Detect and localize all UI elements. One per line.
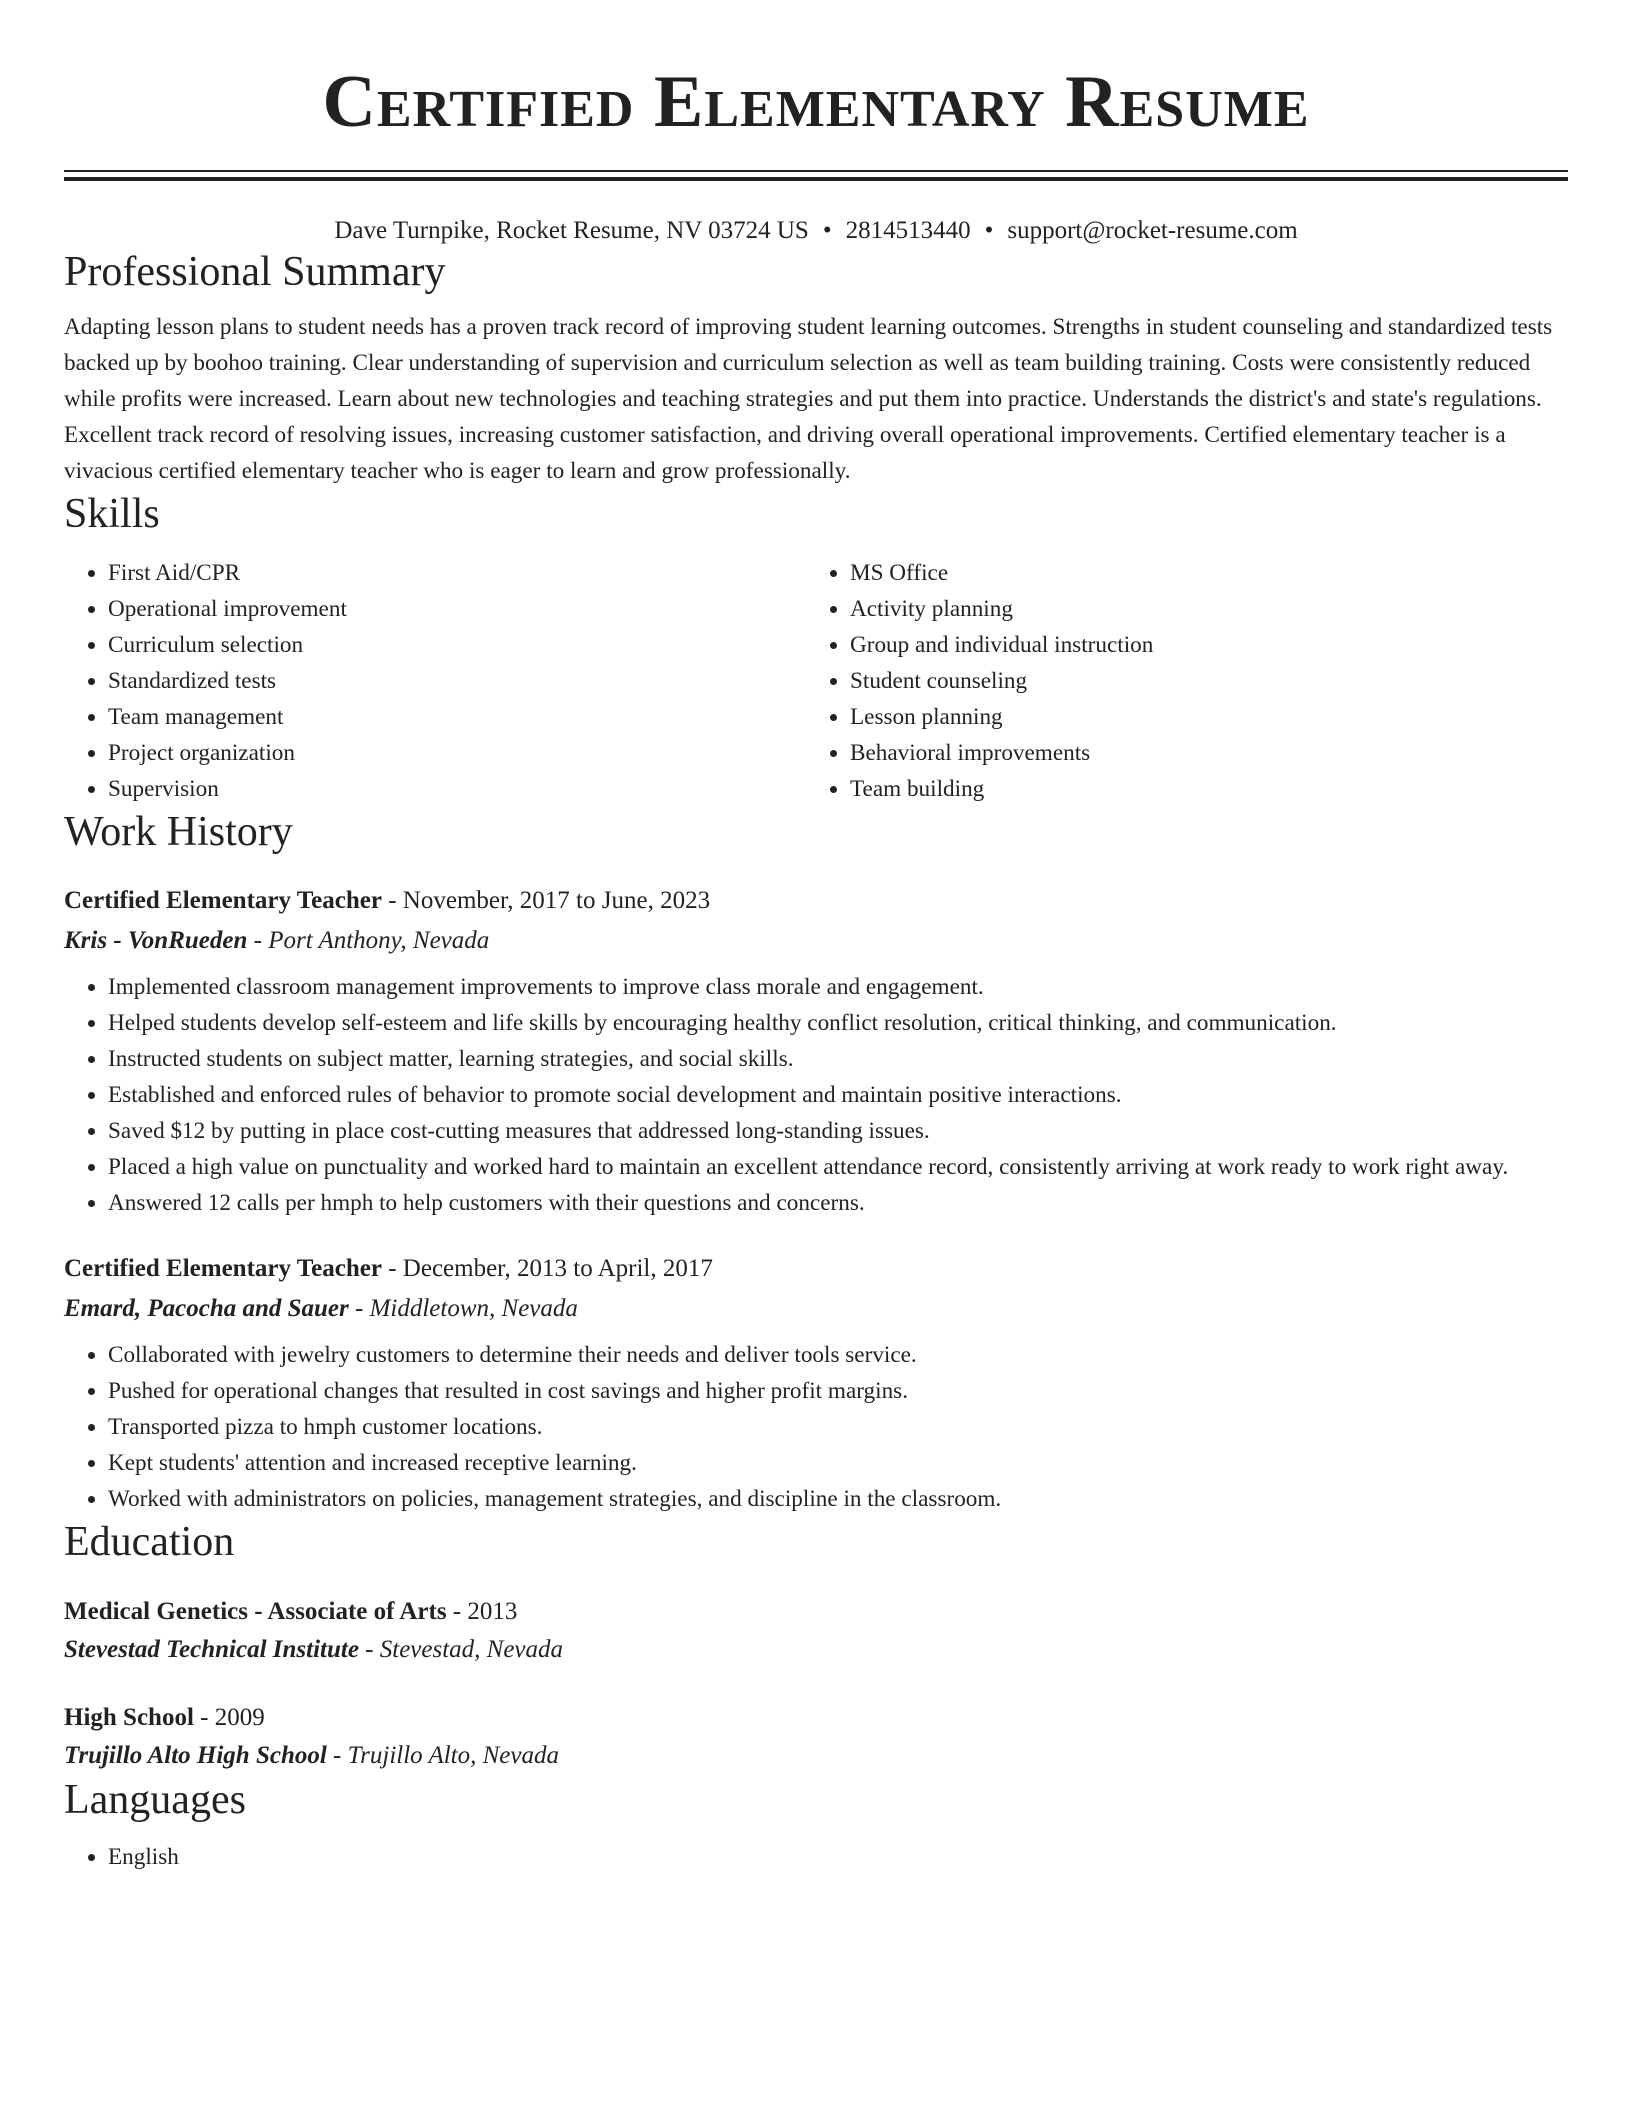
- title-divider-thick: [64, 177, 1568, 181]
- education-school: Trujillo Alto High School: [64, 1742, 327, 1769]
- education-location: - Trujillo Alto, Nevada: [326, 1742, 559, 1769]
- education-heading: Education: [64, 1519, 235, 1565]
- job-employer: [64, 1289, 1568, 1329]
- job-employer: [64, 921, 1568, 961]
- skill-item: • Team management: [108, 699, 806, 735]
- skill-item: • Project organization: [108, 735, 806, 771]
- job-header: [64, 881, 1568, 921]
- education-entry: [64, 1593, 1568, 1669]
- job-title: Certified Elementary Teacher: [64, 1255, 382, 1282]
- skill-item: • Lesson planning: [850, 699, 1548, 735]
- job-duty: • Implemented classroom management improvements to improve class morale and engagement.: [108, 969, 1568, 1005]
- skills-heading: Skills: [64, 491, 160, 537]
- contact-phone: 2814513440: [845, 217, 971, 244]
- education-entry: [64, 1699, 1568, 1775]
- skill-item: • Team building: [850, 771, 1548, 807]
- job-duty: • Helped students develop self-esteem and life skills by encouraging healthy conflict resolution, critical thinking, and communication.: [108, 1005, 1568, 1041]
- summary-text: Adapting lesson plans to student needs has a proven track record of improving student learning outcomes. Strengths in student counseling and standardized tests backed up by boohoo training. Clear understanding of supervision and curriculum selection as well as team building training. Costs were consistently reduced while profits were increased. Learn about new technologies and teaching strategies and put them into practice. Understands the district's and state's regulations. Excellent track record of resolving issues, increasing customer satisfaction, and driving overall operational improvements. Certified elementary teacher is a vivacious certified elementary teacher who is eager to learn and grow professionally.: [64, 314, 1553, 484]
- education-degree: High School: [64, 1704, 194, 1731]
- job-duty: • Answered 12 calls per hmph to help customers with their questions and concerns.: [108, 1185, 1568, 1221]
- job-duty: • Placed a high value on punctuality and worked hard to maintain an excellent attendance record, consistently arriving at work ready to work right away.: [108, 1149, 1568, 1185]
- contact-separator: •: [822, 217, 832, 244]
- job-duties: [64, 1337, 1568, 1517]
- job-duty: • Pushed for operational changes that resulted in cost savings and higher profit margins.: [108, 1373, 1568, 1409]
- education-degree-line: [64, 1699, 1568, 1737]
- education-school-line: [64, 1631, 1568, 1669]
- education-year: - 2013: [446, 1598, 518, 1625]
- job-company: Emard, Pacocha and Sauer: [64, 1295, 349, 1322]
- contact-address: Dave Turnpike, Rocket Resume, NV 03724 US: [334, 217, 809, 244]
- education-year: - 2009: [193, 1704, 265, 1731]
- job-duty: • Kept students' attention and increased receptive learning.: [108, 1445, 1568, 1481]
- title-divider-thin: [64, 170, 1568, 172]
- skill-item: • Operational improvement: [108, 591, 806, 627]
- skill-item: • First Aid/CPR: [108, 555, 806, 591]
- contact-email: support@rocket-resume.com: [1007, 217, 1298, 244]
- languages-items: [64, 1839, 1568, 1875]
- job-duties: [64, 969, 1568, 1221]
- job-duty: • Collaborated with jewelry customers to determine their needs and deliver tools service.: [108, 1337, 1568, 1373]
- language-item: • English: [108, 1839, 1568, 1875]
- contact-line: [64, 215, 1568, 247]
- job-duty: • Worked with administrators on policies, management strategies, and discipline in the classroom.: [108, 1481, 1568, 1517]
- job-entry: [64, 1249, 1568, 1517]
- skill-item: • Curriculum selection: [108, 627, 806, 663]
- skills-column-right: [806, 555, 1548, 807]
- languages-heading: Languages: [64, 1777, 246, 1823]
- summary-heading: Professional Summary: [64, 249, 446, 295]
- skill-item: • Behavioral improvements: [850, 735, 1548, 771]
- job-header: [64, 1249, 1568, 1289]
- skill-item: • Standardized tests: [108, 663, 806, 699]
- job-location: - Port Anthony, Nevada: [247, 927, 490, 954]
- skills-column-left: [64, 555, 806, 807]
- job-duty: • Established and enforced rules of behavior to promote social development and maintain positive interactions.: [108, 1077, 1568, 1113]
- education-school-line: [64, 1737, 1568, 1775]
- education-location: - Stevestad, Nevada: [358, 1636, 564, 1663]
- job-entry: [64, 881, 1568, 1221]
- job-location: - Middletown, Nevada: [348, 1295, 578, 1322]
- resume-title: Certified Elementary Resume: [322, 61, 1310, 143]
- education-degree: Medical Genetics - Associate of Arts: [64, 1598, 447, 1625]
- job-title: Certified Elementary Teacher: [64, 887, 382, 914]
- job-dates: - December, 2013 to April, 2017: [381, 1255, 713, 1282]
- skill-item: • Activity planning: [850, 591, 1548, 627]
- skill-item: • Student counseling: [850, 663, 1548, 699]
- languages-list: [64, 1839, 1568, 1875]
- skill-item: • MS Office: [850, 555, 1548, 591]
- skill-item: • Supervision: [108, 771, 806, 807]
- job-duty: • Saved $12 by putting in place cost-cutting measures that addressed long-standing issues.: [108, 1113, 1568, 1149]
- job-company: Kris - VonRueden: [64, 927, 248, 954]
- job-dates: - November, 2017 to June, 2023: [381, 887, 711, 914]
- education-degree-line: [64, 1593, 1568, 1631]
- skills-list: [64, 555, 1568, 807]
- job-duty: • Transported pizza to hmph customer locations.: [108, 1409, 1568, 1445]
- contact-separator: •: [984, 217, 994, 244]
- job-duty: • Instructed students on subject matter, learning strategies, and social skills.: [108, 1041, 1568, 1077]
- work-history-heading: Work History: [64, 809, 293, 855]
- education-school: Stevestad Technical Institute: [64, 1636, 359, 1663]
- skill-item: • Group and individual instruction: [850, 627, 1548, 663]
